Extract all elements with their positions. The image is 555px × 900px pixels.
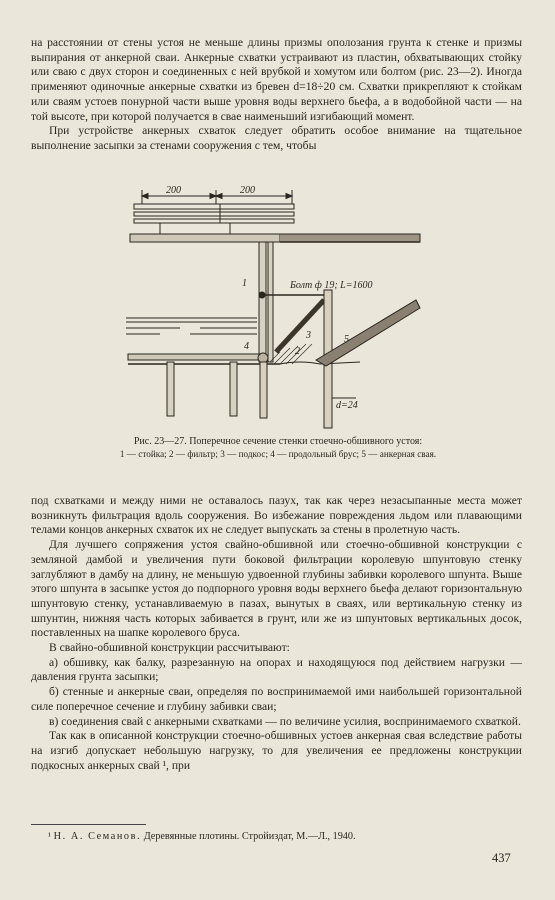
label-1: 1: [242, 278, 247, 289]
page-number: 437: [492, 851, 511, 865]
dimension-label-left: 200: [166, 185, 181, 196]
text-block-bottom: [31, 494, 522, 773]
paragraph: под схватками и между ними не оставалось пазух, так как через незасыпанные места может возникнуть фильтрация вдоль сооружения. Во избежание повреждения льдом или плавающими телами концов анкерных схваток их не следует выпускать за стены в пролетную часть.: [31, 494, 522, 537]
figure-caption: [100, 436, 456, 460]
footnote: [48, 830, 518, 843]
paragraph: Для лучшего сопряжения устоя свайно-обшивной или стоечно-обшивной конструкции с земляной дамбой и увеличения пути боковой фильтрации королевую шпунтовую стенку заглубляют в дамбу на длину, не меньшую удвоенной глубины забивки королевого шпунта. Выше этого шпунта в засыпке устоя до подпорного уровня воды верхнего бьефа делают горизонтальную шпунтовую стенку, устанавливаемую в пазах, вынутых в сваях, или вертикальную стенку из шпунтин, нижняя часть которых забивается в грунт, или же из шпунтовых вертикальных досок, поставленных на шапке королевого бруса.: [31, 538, 522, 640]
paragraph: В свайно-обшивной конструкции рассчитывают:: [49, 641, 290, 655]
label-3: 3: [306, 330, 311, 341]
post-1: [259, 242, 266, 362]
bolt-label: Болт ф 19; L=1600: [290, 280, 373, 291]
paragraph: на расстоянии от стены устоя не меньше длины призмы ополозания грунта к стенке и призмы выпирания от анкерной сваи. Анкерные схватки устраивают из пластин, обхватывающих стойку или сваю с двух сторон и соединенных с ней врубкой и хомутом или болтом (рис. 23—2). Иногда применяют одиночные анкерные схватки из бревен d=18÷20 см. Схватки прикрепляют к стойкам или сваям устоев понурной части выше уровня воды верхнего бьефа, а в водобойной части — на той высоте, при которой получается в свае наименьший изгибающий момент.: [31, 36, 522, 123]
label-4: 4: [244, 341, 249, 352]
brace-3: [276, 300, 324, 352]
deck-slab: [130, 234, 280, 242]
pile-label: d=24: [336, 400, 358, 411]
footnote-text: Деревянные плотины. Стройиздат, М.—Л., 1940.: [143, 831, 356, 842]
paragraph: При устройстве анкерных схваток следует обратить особое внимание на тщательное выполнение засыпки за стенами сооружения с тем, чтобы: [31, 124, 522, 152]
caption-title: Рис. 23—27. Поперечное сечение стенки стоечно-обшивного устоя:: [133, 436, 423, 447]
text-block-top: [31, 36, 522, 154]
deck-beam: [134, 204, 294, 209]
label-5: 5: [344, 334, 349, 345]
pile: [230, 362, 237, 416]
list-item-a: а) обшивку, как балку, разрезанную на опорах и находящуюся под действием нагрузки — давления грунта засыпки;: [31, 655, 522, 684]
footnote-author: Н. А. Семанов.: [53, 831, 142, 842]
deck-beam: [134, 212, 294, 216]
deck-beam: [134, 219, 294, 223]
cross-section-drawing: [120, 182, 430, 432]
footnote-rule: [31, 824, 146, 825]
list-item-c: в) соединения свай с анкерными схватками — по величине усилия, воспринимаемого схваткой.: [49, 714, 521, 728]
list-item-b: б) стенные и анкерные сваи, определяя по воспринимаемой ими наибольшей горизонтальной силе поперечное сечение и глубину забивки сваи;: [31, 685, 522, 713]
dimension-label-right: 200: [240, 185, 255, 196]
paragraph: Так как в описанной конструкции стоечно-обшивных устоев анкерная свая вследствие работы на изгиб допускает небольшую нагрузку, то для увеличения ее предложены конструкции подкосных анкерных свай ¹, при: [31, 729, 522, 772]
footnote-mark: ¹: [48, 831, 52, 842]
pile: [260, 362, 267, 418]
label-2: 2: [295, 346, 300, 357]
caption-legend: 1 — стойка; 2 — фильтр; 3 — подкос; 4 — продольный брус; 5 — анкерная свая.: [119, 449, 437, 460]
longitudinal-beam-4: [128, 354, 264, 360]
pile: [167, 362, 174, 416]
figure-cross-section: [120, 182, 430, 432]
